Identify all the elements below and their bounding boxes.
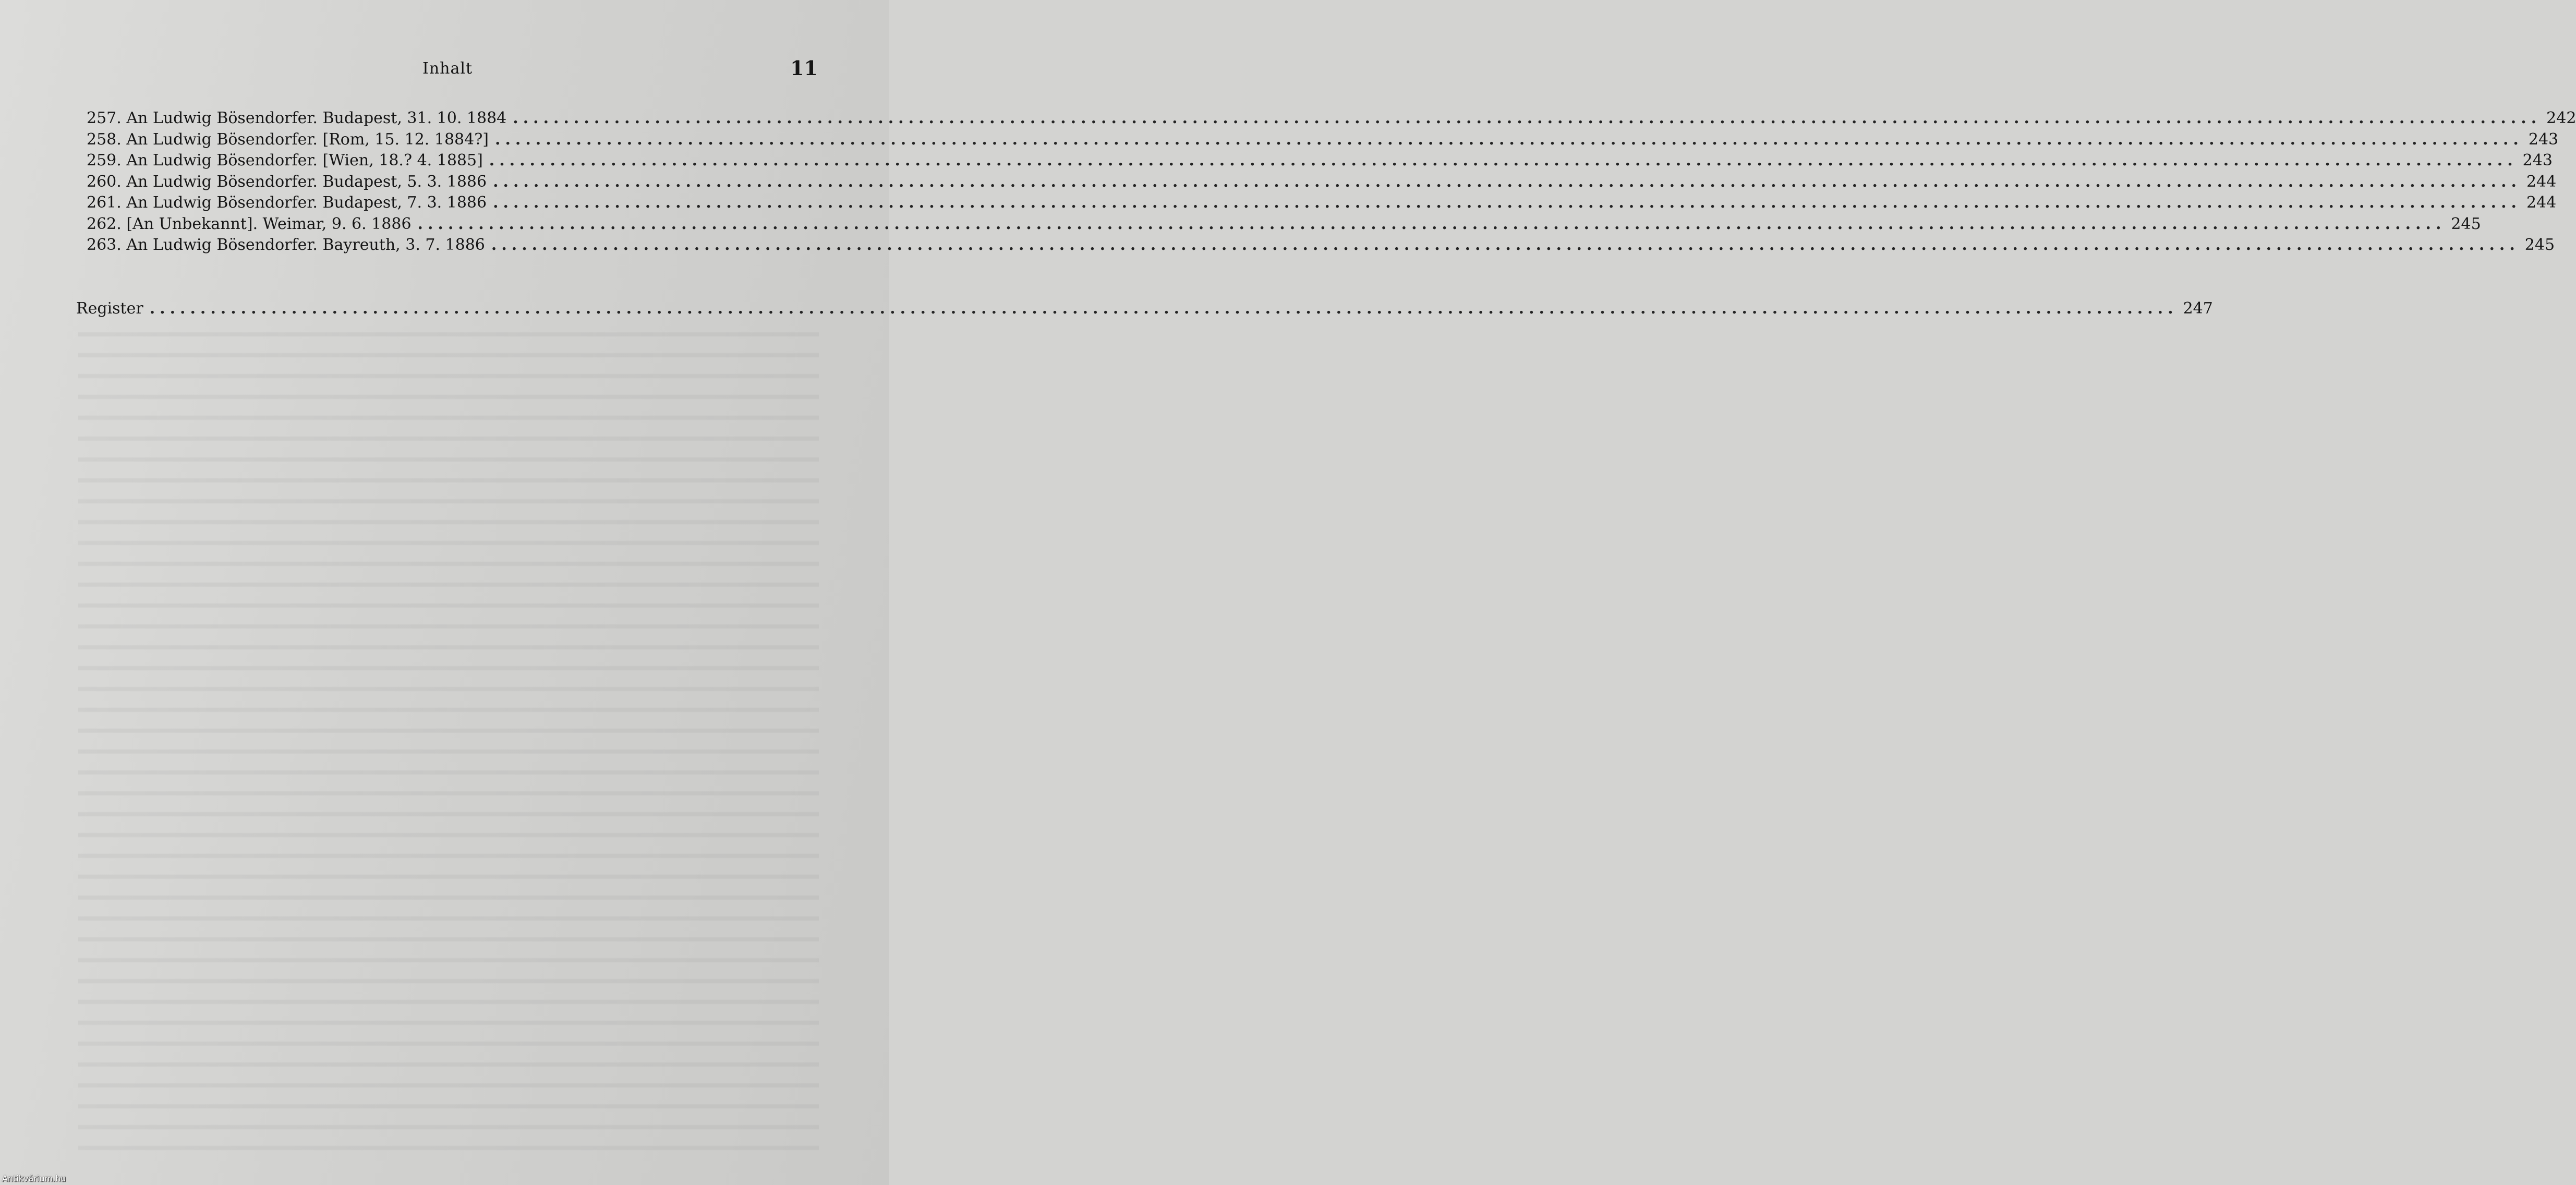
dot-leader: ........................................................................................................................................................................................................ bbox=[491, 236, 2520, 254]
toc-entry-page: 245 bbox=[2451, 214, 2481, 233]
dot-leader: ........................................................................................................................................................................................................ bbox=[493, 172, 2521, 191]
toc-entry-number: 263. bbox=[87, 236, 122, 254]
toc-entry-number: 261. bbox=[87, 194, 122, 212]
toc-entry-page: 242 bbox=[2546, 109, 2576, 127]
toc-entry-number: 258. bbox=[87, 130, 122, 149]
toc-entry-number: 259. bbox=[87, 151, 122, 170]
dot-leader: ........................................................................................................................................................................................................ bbox=[149, 299, 2178, 318]
toc-entry-title bbox=[87, 215, 418, 233]
register-page: 247 bbox=[2183, 299, 2213, 318]
register-section bbox=[76, 299, 2213, 322]
toc-entry-page: 244 bbox=[2526, 194, 2557, 212]
toc-entry-title bbox=[87, 151, 489, 170]
toc-entry-text: An Ludwig Bösendorfer. [Rom, 15. 12. 1884?] bbox=[126, 130, 489, 149]
toc-entry-text: An Ludwig Bösendorfer. Budapest, 7. 3. 1886 bbox=[126, 194, 487, 212]
toc-entry-text: An Ludwig Bösendorfer. [Wien, 18.? 4. 1885] bbox=[126, 151, 483, 170]
toc-entry-title bbox=[87, 130, 495, 149]
register-entry bbox=[76, 299, 2213, 322]
toc-entry-page: 244 bbox=[2526, 172, 2557, 191]
toc-entry bbox=[87, 109, 2576, 130]
running-title: Inhalt bbox=[422, 59, 473, 78]
toc-entry-text: An Ludwig Bösendorfer. Budapest, 5. 3. 1886 bbox=[126, 172, 487, 191]
toc-entry-number: 262. bbox=[87, 214, 122, 233]
table-of-contents bbox=[87, 109, 2576, 257]
toc-entry-page: 243 bbox=[2522, 151, 2553, 170]
toc-entry bbox=[87, 194, 2557, 215]
toc-entry bbox=[87, 236, 2555, 257]
page-number: 11 bbox=[790, 56, 818, 80]
running-header bbox=[0, 56, 889, 86]
dot-leader: ........................................................................................................................................................................................................ bbox=[417, 214, 2446, 233]
register-label: Register bbox=[76, 299, 143, 318]
toc-entry-title bbox=[87, 173, 493, 191]
toc-entry-title bbox=[87, 236, 491, 254]
toc-entry bbox=[87, 172, 2557, 194]
dot-leader: ........................................................................................................................................................................................................ bbox=[513, 109, 2542, 127]
toc-entry-page: 245 bbox=[2524, 236, 2555, 254]
toc-entry bbox=[87, 130, 2559, 152]
toc-entry-page: 243 bbox=[2528, 130, 2559, 149]
dot-leader: ........................................................................................................................................................................................................ bbox=[493, 194, 2521, 212]
toc-entry-text: An Ludwig Bösendorfer. Budapest, 31. 10. 1884 bbox=[126, 109, 507, 127]
toc-entry-number: 257. bbox=[87, 109, 122, 127]
bleed-through-texture bbox=[78, 318, 819, 1163]
toc-entry-number: 260. bbox=[87, 172, 122, 191]
toc-entry-text: An Ludwig Bösendorfer. Bayreuth, 3. 7. 1886 bbox=[126, 236, 485, 254]
toc-entry-title bbox=[87, 109, 513, 127]
toc-entry-title bbox=[87, 194, 493, 212]
dot-leader: ........................................................................................................................................................................................................ bbox=[495, 130, 2523, 149]
watermark: Antikvárium.hu bbox=[2, 1174, 66, 1183]
dot-leader: ........................................................................................................................................................................................................ bbox=[489, 151, 2518, 170]
toc-entry-text: [An Unbekannt]. Weimar, 9. 6. 1886 bbox=[126, 214, 412, 233]
toc-entry bbox=[87, 151, 2553, 173]
toc-entry bbox=[87, 214, 2481, 236]
